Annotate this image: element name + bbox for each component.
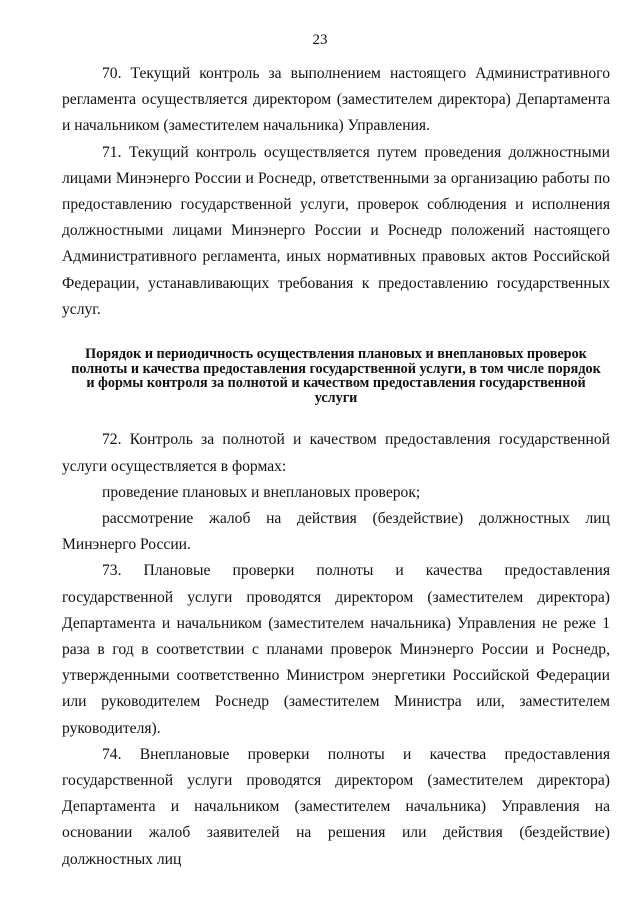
paragraph-74: 74. Внеплановые проверки полноты и качества предоставления государственной услуги проводятся директором (заместителем директора) Департамента и начальником (заместителем начальника) Управления на основании жалоб заявителей на решения или действия (бездействие) должностных лиц	[62, 745, 610, 868]
section-heading: Порядок и периодичность осуществления плановых и внеплановых проверок полноты и качества предоставления государственной услуги, в том числе порядок и формы контроля за полнотой и качеством предоставления государственной услуги	[71, 346, 601, 406]
paragraph-71: 71. Текущий контроль осуществляется путем проведения должностными лицами Минэнерго России и Роснедр, ответственными за организацию работы по предоставлению государственной услуги, проверок соблюдения и исполнения должностными лицами Минэнерго России и Роснедр положений настоящего Административного регламента, иных нормативных правовых актов Российской Федерации, устанавливающих требования к предоставлению государственных услуг.	[62, 143, 610, 318]
paragraph-73: 73. Плановые проверки полноты и качества предоставления государственной услуги проводятся директором (заместителем директора) Департамента и начальником (заместителем начальника) Управления не реже 1 раза в год в соответствии с планами проверок Минэнерго России и Роснедр, утвержденными соответственно Министром энергетики Российской Федерации или руководителем Роснедр (заместителем Министра или, заместителем руководителя).	[62, 562, 610, 737]
paragraph-72: 72. Контроль за полнотой и качеством предоставления государственной услуги осуществляется в формах:	[62, 431, 610, 475]
paragraph-70: 70. Текущий контроль за выполнением настоящего Административного регламента осуществляется директором (заместителем директора) Департамента и начальником (заместителем начальника) Управления.	[62, 65, 610, 135]
page-number: 23	[312, 32, 328, 48]
list-item-planned-checks: проведение плановых и внеплановых проверок;	[102, 483, 421, 501]
document-body	[62, 61, 610, 873]
list-item-complaints: рассмотрение жалоб на действия (бездействие) должностных лиц Минэнерго России.	[62, 510, 610, 554]
